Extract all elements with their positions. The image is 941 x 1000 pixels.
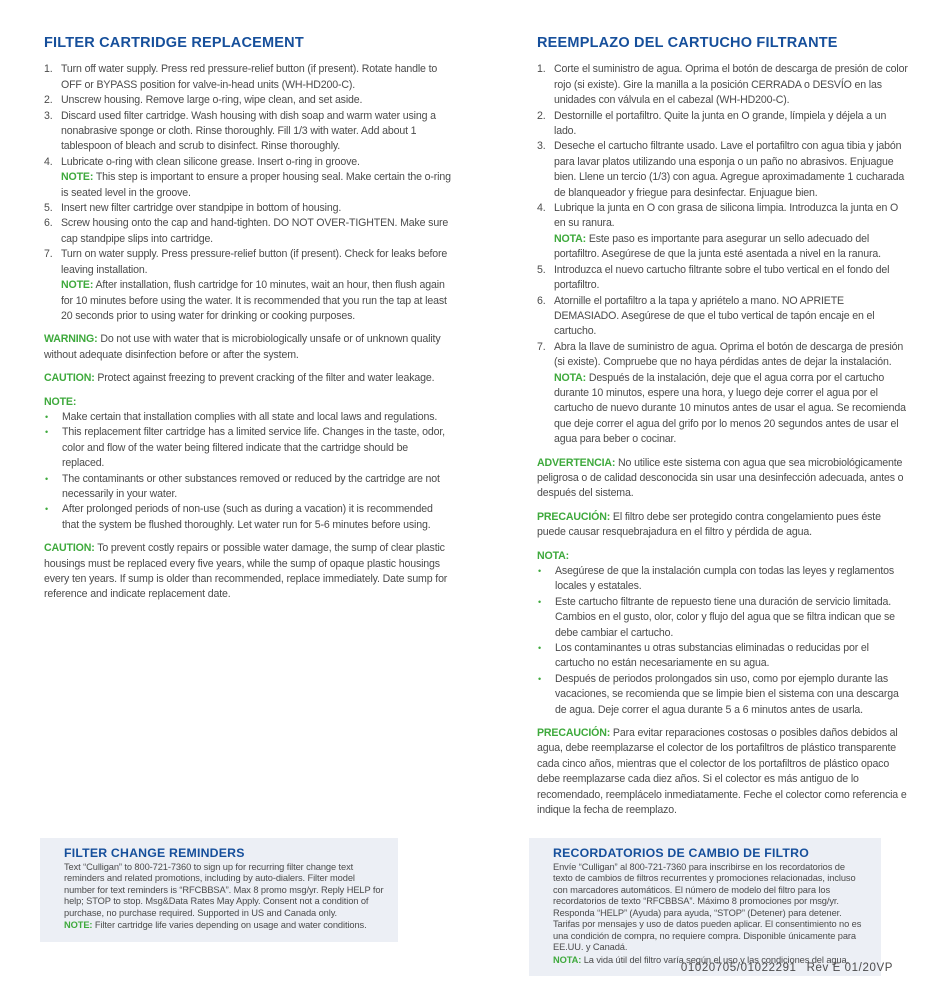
caution-label: CAUTION: xyxy=(44,542,95,555)
step-note xyxy=(554,232,909,263)
box-title: FILTER CHANGE REMINDERS xyxy=(64,846,245,860)
note-text: After installation, flush cartridge for 10 minutes, wait an hour, then flush again for 10 minutes before using the water. It is recommended that you run the tap at least 20 seconds prior to using water for drinking or cooking purposes. xyxy=(61,279,447,322)
step-number: 7. xyxy=(537,340,546,353)
list-item xyxy=(44,62,452,93)
bullet-icon: • xyxy=(45,411,49,422)
step-number: 2. xyxy=(537,109,546,122)
warning-paragraph xyxy=(537,456,909,502)
list-item xyxy=(44,201,452,216)
step-note xyxy=(61,278,452,324)
page-title-es: REEMPLAZO DEL CARTUCHO FILTRANTE xyxy=(537,35,838,51)
caution-paragraph xyxy=(44,371,452,386)
step-number: 1. xyxy=(537,63,546,76)
step-text xyxy=(61,155,452,201)
step-number: 4. xyxy=(537,202,546,215)
list-item xyxy=(44,425,452,471)
list-item xyxy=(537,294,909,340)
step-text: Discard used filter cartridge. Wash housing with dish soap and warm water using a nonabrasive sponge or cloth. Rinse thoroughly. Fill 1/3 with water. Add about 1 tablespoon of bleach and scrub to disinfect. Rinse thoroughly. xyxy=(61,109,436,153)
list-item xyxy=(44,216,452,247)
note-text: This step is important to ensure a proper housing seal. Make certain the o-ring is seated level in the groove. xyxy=(61,171,451,199)
caution-label: PRECAUCIÓN: xyxy=(537,727,611,740)
bullet-text: Este cartucho filtrante de repuesto tiene una duración de servicio limitada. Cambios en el gusto, olor, color y flujo del agua que se filtra indican que se debe cambiar el cartucho. xyxy=(555,595,895,639)
step-number: 5. xyxy=(537,263,546,276)
bullet-text: Make certain that installation complies with all state and local laws and regulations. xyxy=(62,410,438,423)
list-item xyxy=(537,201,909,263)
bullet-icon: • xyxy=(538,566,542,576)
list-item xyxy=(537,564,909,595)
step-text: Turn off water supply. Press red pressure-relief button (if present). Rotate handle to OFF or BYPASS position for valve-in-head units (WH-HD200-C). xyxy=(61,63,438,91)
caution-paragraph xyxy=(537,726,909,818)
note-label: NOTA: xyxy=(553,954,582,965)
bullet-text: After prolonged periods of non-use (such as during a vacation) it is recommended that the system be flushed thoroughly. Let water run for 5-6 minutes before using. xyxy=(62,503,433,531)
bullet-icon: • xyxy=(45,504,49,515)
box-note xyxy=(64,920,384,932)
caution-text: Para evitar reparaciones costosas o posibles daños debidos al agua, debe reemplazarse el colector de los portafiltros de plástico transparente cada cinco años, mientras que el colector de los portafiltros de plástico opaco debe reemplazarse cada diez años. Si el colector es más antiguo de lo recomendado, reemplácelo inmediatamente. Feche el colector como referencia e indique la fecha de reemplazo. xyxy=(537,727,907,817)
note-block xyxy=(537,549,909,718)
note-text: Filter cartridge life varies depending on usage and water conditions. xyxy=(94,920,367,930)
note-label: NOTA: xyxy=(554,371,587,384)
steps-list-en xyxy=(44,62,452,324)
note-label: NOTE: xyxy=(61,171,94,184)
step-number: 5. xyxy=(44,202,53,215)
bullet-text: Asegúrese de que la instalación cumpla con todas las leyes y reglamentos locales y estatales. xyxy=(555,565,894,593)
caution-label: CAUTION: xyxy=(44,372,95,385)
note-text: Después de la instalación, deje que el agua corra por el cartucho durante 10 minutos, espere una hora, y luego deje correr el agua por el cartucho de nuevo durante 10 minutos antes de usar el agua. Se recomienda que deje correr el agua del grifo por lo menos 20 segundos antes de usar el agua para beber o cocinar. xyxy=(554,371,906,446)
step-number: 6. xyxy=(537,294,546,307)
revision-code: Rev E 01/20VP xyxy=(806,962,893,974)
list-item xyxy=(537,109,909,140)
step-body: Abra la llave de suministro de agua. Oprima el botón de descarga de presión (si existe). Compruebe que no haya pérdidas antes de dejar la instalación. xyxy=(554,340,904,369)
caution-label: PRECAUCIÓN: xyxy=(537,510,611,523)
warning-label: ADVERTENCIA: xyxy=(537,456,616,469)
list-item xyxy=(537,340,909,448)
list-item xyxy=(44,93,452,108)
step-number: 6. xyxy=(44,217,53,230)
step-text: Atornille el portafiltro a la tapa y apriételo a mano. NO APRIETE DEMASIADO. Asegúrese de que el tubo vertical de tapón encaje en el cartucho. xyxy=(554,294,875,338)
page-title-en: FILTER CARTRIDGE REPLACEMENT xyxy=(44,35,304,51)
filter-change-reminders-box-en xyxy=(40,838,398,942)
caution-paragraph xyxy=(537,510,909,541)
list-item xyxy=(44,502,452,533)
bullet-text: The contaminants or other substances removed or reduced by the cartridge are not necessarily in your water. xyxy=(62,472,440,500)
step-text: Corte el suministro de agua. Oprima el botón de descarga de presión de color rojo (si existe). Gire la manilla a la posición CERRADA o DESVÍO en las unidades con válvula en el cabezal (WH-HD200-C). xyxy=(554,63,908,107)
list-item xyxy=(537,62,909,108)
warning-paragraph xyxy=(44,332,452,363)
english-column xyxy=(44,36,452,603)
note-block xyxy=(44,395,452,534)
caution-paragraph xyxy=(44,541,452,603)
step-text: Insert new filter cartridge over standpipe in bottom of housing. xyxy=(61,202,342,215)
bullet-icon: • xyxy=(538,643,542,654)
bullet-icon: • xyxy=(45,427,49,438)
spanish-column xyxy=(537,36,909,819)
step-body: Lubrique la junta en O con grasa de silicona limpia. Introduzca la junta en O en su ranura. xyxy=(554,202,899,230)
list-item xyxy=(44,109,452,155)
step-text xyxy=(61,247,452,324)
bullet-text: Después de periodos prolongados sin uso, como por ejemplo durante las vacaciones, se recomienda que se limpie bien el sistema con una descarga de agua. Deje correr el agua durante 5 a 6 minutos antes de usarla. xyxy=(555,672,899,716)
list-item xyxy=(44,247,452,324)
list-item xyxy=(44,410,452,425)
step-number: 7. xyxy=(44,248,53,261)
box-body-text: Text “Culligan” to 800-721-7360 to sign up for recurring filter change text reminders and related promotions, including by auto-dialers. Filter model number for text reminders is “RFCBBSA”. Max 8 promo msg/yr. Reply HELP for help; STOP to stop. Msg&Data Rates May Apply. Consent not a condition of purchase, no purchase required. Supported in US and Canada only. xyxy=(64,861,384,918)
step-note xyxy=(554,371,909,448)
note-text: Este paso es importante para asegurar un sello adecuado del portafiltro. Asegúrese de que la junta esté asentada a nivel en la ranura. xyxy=(554,232,881,261)
steps-list-es xyxy=(537,62,909,447)
step-number: 3. xyxy=(537,140,546,153)
bullet-text: This replacement filter cartridge has a limited service life. Changes in the taste, odor, color and flow of the water being filtered indicate that the cartridge should be replaced. xyxy=(62,426,445,470)
note-heading: NOTE: xyxy=(44,395,77,408)
list-item xyxy=(537,263,909,294)
note-heading: NOTA: xyxy=(537,549,570,562)
bullet-icon: • xyxy=(538,673,542,684)
list-item xyxy=(44,155,452,201)
warning-text: No utilice este sistema con agua que sea microbiológicamente peligrosa o de calidad desconocida sin usar una desinfección adecuada, antes o después del sistema. xyxy=(537,456,904,500)
note-label: NOTE: xyxy=(61,279,94,292)
part-number: 01020705/01022291 xyxy=(680,962,797,974)
list-item xyxy=(537,139,909,201)
box-title: RECORDATORIOS DE CAMBIO DE FILTRO xyxy=(553,846,809,860)
caution-text: El filtro debe ser protegido contra congelamiento pues éste puede causar resquebrajadura en el filtro y pérdida de agua. xyxy=(537,510,881,539)
step-text: Screw housing onto the cap and hand-tighten. DO NOT OVER-TIGHTEN. Make sure cap standpipe slips into cartridge. xyxy=(61,217,449,245)
step-text: Deseche el cartucho filtrante usado. Lave el portafiltro con agua tibia y jabón para lavar platos utilizando una esponja o un paño no abrasivos. Enjuague bien. Llene un tercio (1/3) con agua. Agregue aproximadamente 1 cucharada de blanqueador y friegue para desinfectar. Enjuague bien. xyxy=(554,140,905,199)
document-part-number xyxy=(681,962,893,974)
step-text xyxy=(554,201,909,263)
warning-text: Do not use with water that is microbiologically unsafe or of unknown quality without adequate disinfection before or after the system. xyxy=(44,333,441,361)
caution-text: Protect against freezing to prevent cracking of the filter and water leakage. xyxy=(97,372,435,385)
step-number: 3. xyxy=(44,109,53,122)
step-body: Lubricate o-ring with clean silicone grease. Insert o-ring in groove. xyxy=(61,155,360,168)
step-body: Turn on water supply. Press pressure-relief button (if present). Check for leaks before leaving installation. xyxy=(61,248,448,276)
caution-text: To prevent costly repairs or possible water damage, the sump of clear plastic housings must be replaced every five years, while the sump of opaque plastic housings every ten years. If sump is older than recommended, replace immediately. Date sump for reference and indicate replacement date. xyxy=(44,542,448,601)
step-number: 2. xyxy=(44,94,53,107)
note-label: NOTA: xyxy=(554,232,587,245)
list-item xyxy=(44,472,452,503)
note-text: La vida útil del filtro varía según el uso y las condiciones del agua. xyxy=(583,954,850,965)
list-item xyxy=(537,641,909,672)
step-number: 1. xyxy=(44,63,53,76)
list-item xyxy=(537,595,909,641)
bullet-icon: • xyxy=(538,596,542,607)
step-number: 4. xyxy=(44,155,53,168)
step-note xyxy=(61,170,452,201)
warning-label: WARNING: xyxy=(44,333,98,346)
list-item xyxy=(537,672,909,718)
step-text: Introduzca el nuevo cartucho filtrante sobre el tubo vertical en el fondo del portafiltro. xyxy=(554,263,890,292)
note-label: NOTE: xyxy=(64,920,93,930)
filter-change-reminders-box-es xyxy=(529,838,881,976)
bullet-text: Los contaminantes u otras substancias eliminadas o reducidas por el cartucho no están necesariamente en su agua. xyxy=(555,642,869,670)
box-body-text: Envíe “Culligan” al 800-721-7360 para inscribirse en los recordatorios de texto de cambios de filtros recurrentes y promociones relacionadas, incluso con marcadores automáticos. El número de modelo del filtro para los recordatorios de texto “RFCBBSA”. Máximo 8 promociones por msg/yr. Responda “HELP” (Ayuda) para ayuda, “STOP” (Detener) para detener. Tarifas por mensajes y uso de datos pueden aplicar. El consentimiento no es una condición de compra, no requiere compra. Disponible únicamente para EE.UU. y Canadá. xyxy=(553,861,862,952)
step-text: Unscrew housing. Remove large o-ring, wipe clean, and set aside. xyxy=(61,94,363,107)
bullet-icon: • xyxy=(45,473,49,484)
step-text: Destornille el portafiltro. Quite la junta en O grande, límpiela y déjela a un lado. xyxy=(554,109,887,138)
step-text xyxy=(554,340,909,448)
